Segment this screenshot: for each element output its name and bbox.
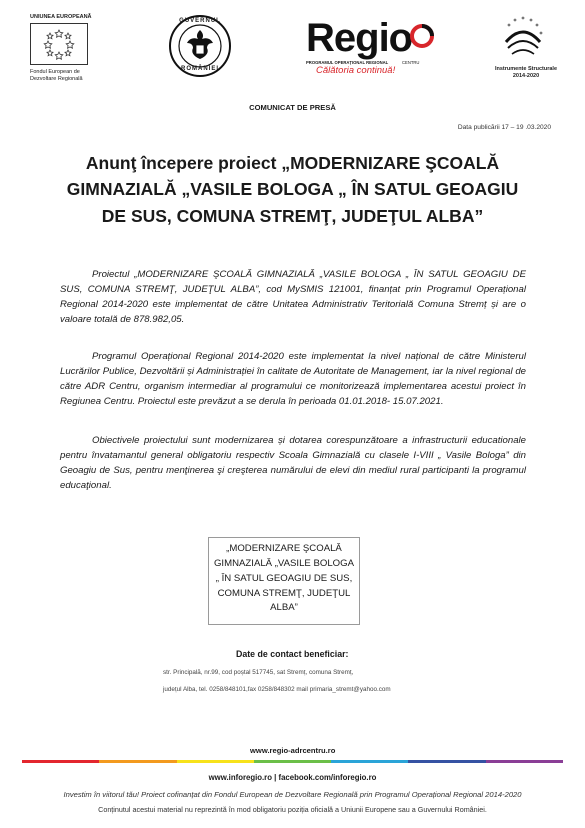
- structural-instruments-icon: [500, 14, 546, 60]
- eu-logo-fund-line1: Fondul European de: [30, 69, 80, 75]
- stripe-yellow: [177, 760, 254, 763]
- regio-region: CENTRU: [402, 60, 420, 65]
- eu-flag-icon: [30, 23, 88, 65]
- stripe-blue: [408, 760, 485, 763]
- project-name-box-text: „MODERNIZARE ŞCOALĂ GIMNAZIALĂ „VASILE BOLOGA „ ÎN SATUL GEOAGIU DE SUS, COMUNA STREMŢ, JUDEŢUL ALBA”: [213, 543, 355, 614]
- regio-wordmark: Regio: [306, 16, 413, 60]
- eu-logo-fund-line2: Dezvoltare Regională: [30, 76, 83, 82]
- government-seal-text-top: GUVERNUL: [179, 18, 221, 24]
- regio-slogan: Călătoria continuă!: [316, 65, 396, 76]
- contact-phone-email: județul Alba, tel. 0258/848101,fax 0258/848302 mail primaria_stremt@yahoo.com: [163, 686, 391, 693]
- color-stripe: [22, 760, 563, 763]
- eu-logo: [30, 14, 100, 84]
- structural-instruments-logo: [486, 14, 566, 86]
- government-seal-text-bottom: ROMÂNIEI: [181, 66, 219, 72]
- stripe-orange: [99, 760, 176, 763]
- stripe-green: [254, 760, 331, 763]
- contact-address: str. Principală, nr.99, cod poștal 517745, sat Stremț, comuna Stremț,: [163, 669, 354, 676]
- footer-slogan: Investim în viitorul tău! Proiect cofinanțat din Fondul European de Dezvoltare Regională prin Programul Operațional Regional 2014-2020: [63, 790, 522, 799]
- stripe-cyan: [331, 760, 408, 763]
- publication-date: Data publicării 17 – 19 .03.2020: [457, 124, 551, 131]
- regio-logo: [306, 18, 436, 80]
- stripe-purple: [486, 760, 563, 763]
- government-logo: [168, 14, 232, 78]
- regio-subtitle: PROGRAMUL OPERAȚIONAL REGIONAL: [306, 60, 389, 65]
- structural-instruments-line1: Instrumente Structurale: [494, 66, 558, 72]
- document-kind: COMUNICAT DE PRESĂ: [249, 103, 336, 112]
- paragraph-program: Programul Operațional Regional 2014-2020 este implementat la nivel național de către Ministerul Lucrărilor Publice, Dezvoltării și Administrației în calitate de Autoritate de Management, iar la nivel regional de către ADR Centru, organism intermediar al programului ce monitorizează implementarea acestui proiect în Regiunea Centru. Proiectul este prevăzut a se derula în perioada 01.01.2018- 15.07.2021.: [60, 351, 526, 407]
- page-title: Anunţ începere proiect „MODERNIZARE ŞCOALĂ GIMNAZIALĂ „VASILE BOLOGA „ ÎN SATUL GEOAGIU DE SUS, COMUNA STREMŢ, JUDEŢUL ALBA”: [66, 153, 519, 226]
- stripe-red: [22, 760, 99, 763]
- eu-logo-top-text: UNIUNEA EUROPEANĂ: [30, 14, 92, 20]
- footer-disclaimer: Conținutul acestui material nu reprezintă în mod obligatoriu poziția oficială a Uniunii Europene sau a Guvernului României.: [98, 805, 487, 814]
- project-name-box: [208, 537, 360, 625]
- adr-url-link[interactable]: www.regio-adrcentru.ro: [250, 746, 336, 755]
- inforegio-links[interactable]: www.inforegio.ro | facebook.com/inforegio.ro: [208, 773, 377, 782]
- paragraph-intro: Proiectul „MODERNIZARE ŞCOALĂ GIMNAZIALĂ „VASILE BOLOGA „ ÎN SATUL GEOAGIU DE SUS, COMUNA STREMŢ, JUDEŢUL ALBA”, cod MySMIS 121001, finanțat prin Programul Operațional Regional 2014-2020 este implementat de către Unitatea Administrativ Teritorială Comuna Stremț și are o valoare totală de 878.982,05.: [60, 269, 526, 325]
- paragraph-objectives: Obiectivele proiectului sunt modernizarea și dotarea corespunzătoare a infrastructurii educationale pentru învatamantul general obligatoriu respectiv Scoala Gimnazială cu clasele I-VIII „ Vasile Bologa” din Geoagiu de Sus, pentru menţinerea şi creşterea numărului de elevi din mediul rural participanti la programul educaţional.: [60, 435, 526, 491]
- structural-instruments-line2: 2014-2020: [512, 73, 540, 79]
- contact-heading: Date de contact beneficiar:: [236, 649, 349, 659]
- regio-swirl-icon: [410, 24, 434, 48]
